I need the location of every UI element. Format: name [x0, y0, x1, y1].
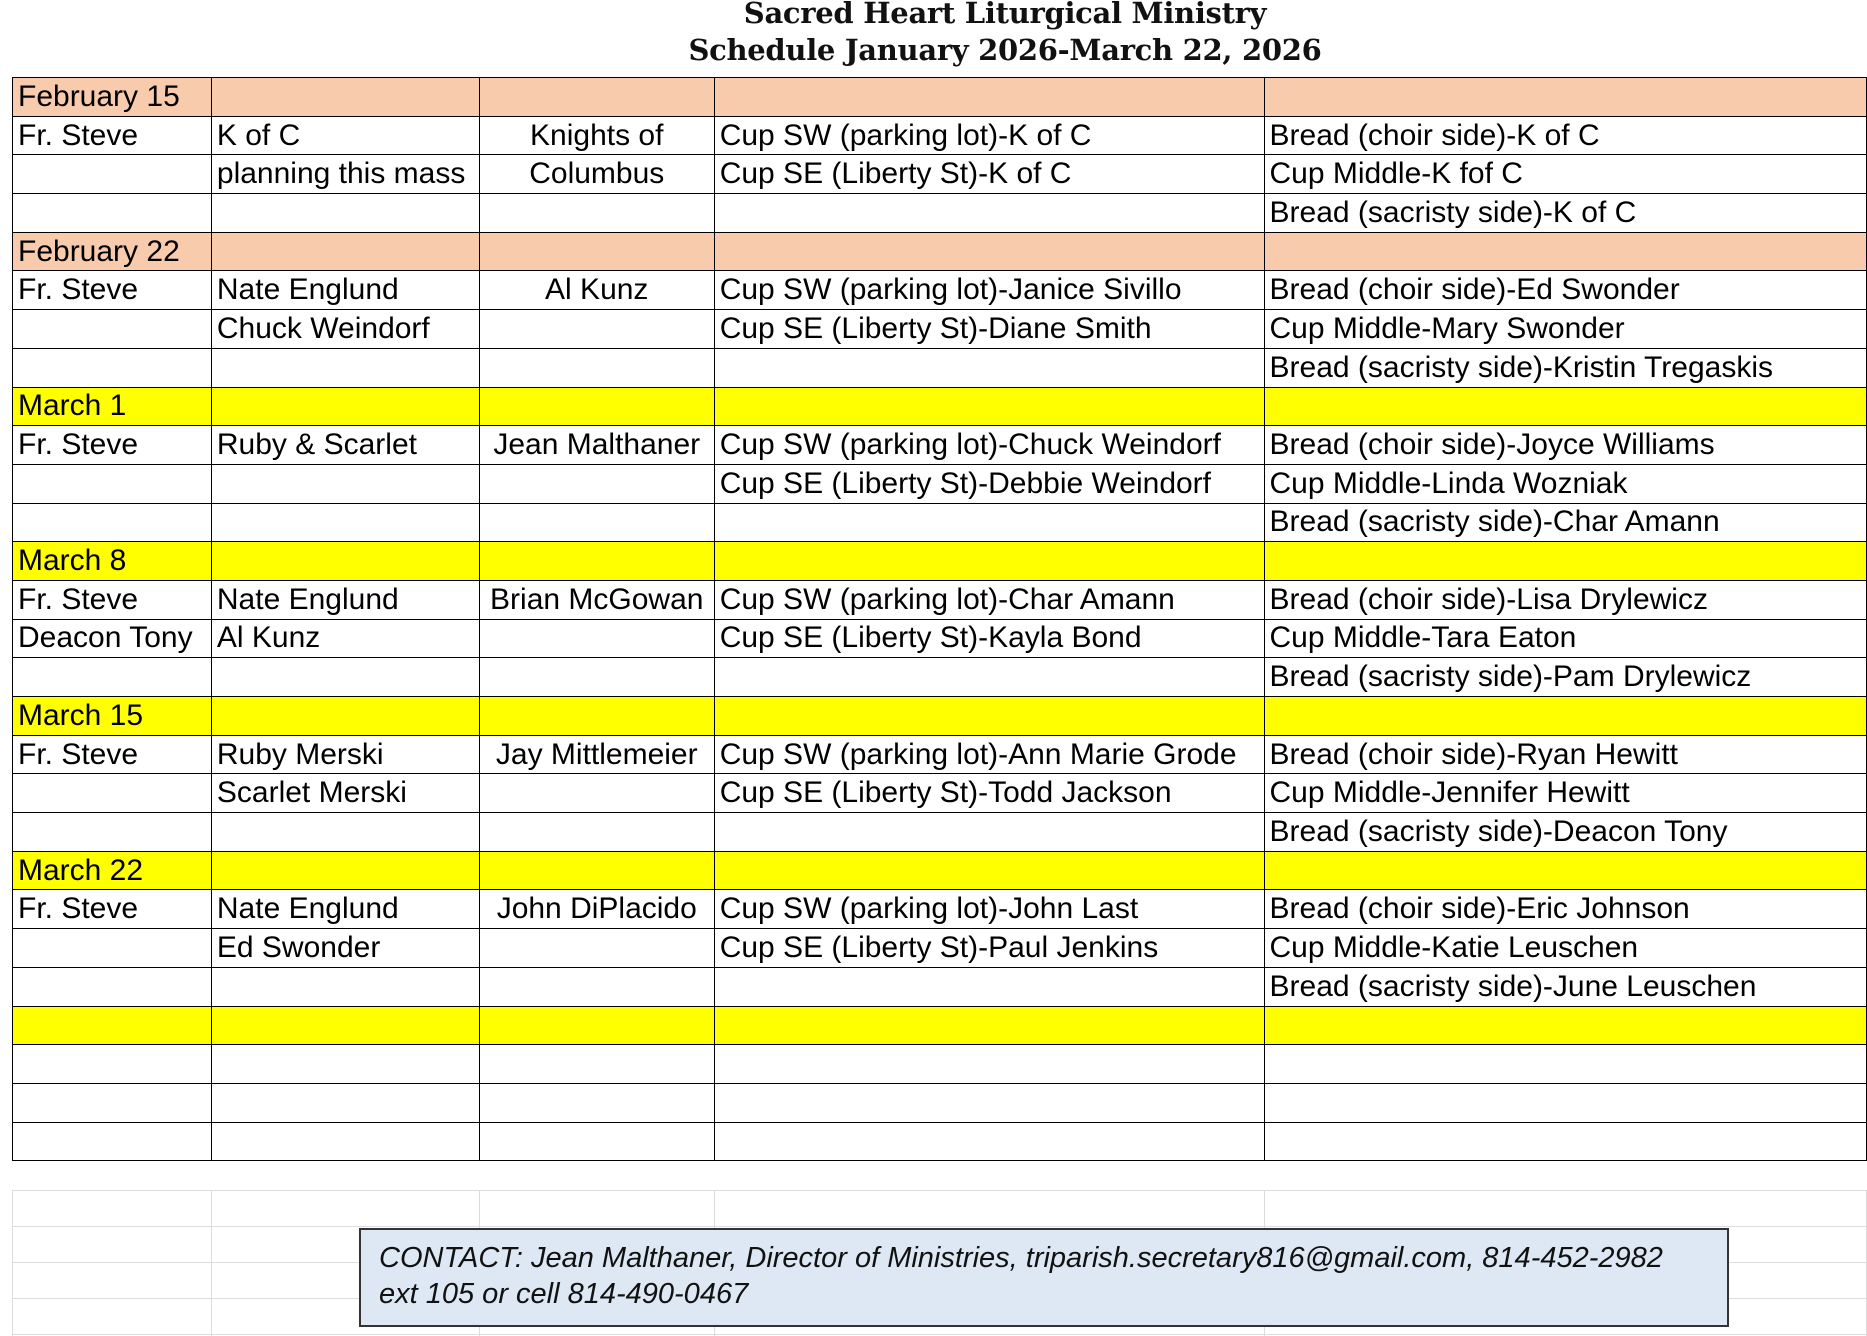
- header-cell: [714, 851, 1264, 890]
- table-row: [13, 348, 1867, 387]
- table-cell: [13, 774, 212, 813]
- date-header-row: [13, 1006, 1867, 1045]
- table-cell: Fr. Steve: [13, 426, 212, 465]
- table-cell: [211, 658, 479, 697]
- table-cell: [1264, 1083, 1866, 1122]
- table-cell: [479, 310, 714, 349]
- table-cell: [13, 194, 212, 233]
- table-row: [13, 774, 1867, 813]
- header-cell: [479, 697, 714, 736]
- table-cell: [479, 619, 714, 658]
- table-cell: Bread (choir side)-Ed Swonder: [1264, 271, 1866, 310]
- table-cell: Bread (choir side)-Ryan Hewitt: [1264, 735, 1866, 774]
- table-cell: Fr. Steve: [13, 580, 212, 619]
- date-label: March 8: [13, 542, 212, 581]
- table-cell: [479, 464, 714, 503]
- table-cell: [211, 1045, 479, 1084]
- table-cell: Bread (choir side)-Joyce Williams: [1264, 426, 1866, 465]
- date-label: February 15: [13, 78, 212, 117]
- table-row: [13, 194, 1867, 233]
- table-cell: John DiPlacido: [479, 890, 714, 929]
- header-cell: [211, 387, 479, 426]
- header-cell: [1264, 851, 1866, 890]
- table-cell: [714, 813, 1264, 852]
- table-cell: Nate Englund: [211, 890, 479, 929]
- table-cell: Bread (sacristy side)-June Leuschen: [1264, 967, 1866, 1006]
- table-cell: Bread (sacristy side)-Char Amann: [1264, 503, 1866, 542]
- table-cell: [714, 658, 1264, 697]
- table-row: [13, 155, 1867, 194]
- table-cell: [479, 813, 714, 852]
- table-row: [13, 426, 1867, 465]
- table-cell: Bread (sacristy side)-Deacon Tony: [1264, 813, 1866, 852]
- header-cell: [479, 542, 714, 581]
- table-cell: [13, 1122, 212, 1161]
- table-cell: [13, 1045, 212, 1084]
- date-label: March 1: [13, 387, 212, 426]
- table-row: [13, 116, 1867, 155]
- table-cell: Cup SE (Liberty St)-Kayla Bond: [714, 619, 1264, 658]
- table-row: [13, 735, 1867, 774]
- date-label: [13, 1006, 212, 1045]
- header-cell: [1264, 78, 1866, 117]
- date-header-row: [13, 78, 1867, 117]
- header-cell: [1264, 1006, 1866, 1045]
- table-cell: [13, 1083, 212, 1122]
- table-cell: planning this mass: [211, 155, 479, 194]
- table-cell: Jean Malthaner: [479, 426, 714, 465]
- date-header-row: [13, 542, 1867, 581]
- header-cell: [479, 1006, 714, 1045]
- table-row: [13, 967, 1867, 1006]
- table-cell: [211, 194, 479, 233]
- header-cell: [479, 387, 714, 426]
- header-cell: [1264, 542, 1866, 581]
- date-label: February 22: [13, 232, 212, 271]
- header-cell: [1264, 387, 1866, 426]
- table-cell: [211, 1083, 479, 1122]
- table-cell: Scarlet Merski: [211, 774, 479, 813]
- header-cell: [714, 387, 1264, 426]
- table-cell: [13, 503, 212, 542]
- schedule-table: [12, 77, 1867, 1161]
- table-cell: [479, 774, 714, 813]
- table-cell: [13, 813, 212, 852]
- table-cell: [1264, 1122, 1866, 1161]
- header-cell: [1264, 232, 1866, 271]
- header-cell: [479, 851, 714, 890]
- table-cell: Cup SW (parking lot)-Chuck Weindorf: [714, 426, 1264, 465]
- header-cell: [714, 78, 1264, 117]
- table-row: [13, 890, 1867, 929]
- table-row: [13, 271, 1867, 310]
- table-row: [13, 658, 1867, 697]
- table-cell: [211, 967, 479, 1006]
- table-cell: [479, 348, 714, 387]
- table-row: [13, 813, 1867, 852]
- table-cell: Cup SW (parking lot)-John Last: [714, 890, 1264, 929]
- header-cell: [211, 542, 479, 581]
- table-cell: Ruby & Scarlet: [211, 426, 479, 465]
- header-cell: [714, 232, 1264, 271]
- table-cell: [211, 813, 479, 852]
- table-row: [13, 1083, 1867, 1122]
- table-cell: [211, 464, 479, 503]
- table-cell: Cup SW (parking lot)-K of C: [714, 116, 1264, 155]
- table-cell: [479, 194, 714, 233]
- table-cell: Columbus: [479, 155, 714, 194]
- table-cell: [13, 658, 212, 697]
- table-cell: Cup SE (Liberty St)-Diane Smith: [714, 310, 1264, 349]
- table-cell: [211, 348, 479, 387]
- table-cell: Deacon Tony: [13, 619, 212, 658]
- table-cell: [714, 1083, 1264, 1122]
- table-cell: [13, 310, 212, 349]
- table-cell: [211, 503, 479, 542]
- header-cell: [211, 232, 479, 271]
- table-cell: [479, 1045, 714, 1084]
- table-cell: [13, 929, 212, 968]
- contact-box: CONTACT: Jean Malthaner, Director of Ministries, triparish.secretary816@gmail.com, 814-452-2982 ext 105 or cell 814-490-0467: [359, 1228, 1729, 1327]
- table-cell: Bread (choir side)-K of C: [1264, 116, 1866, 155]
- table-cell: Cup Middle-Jennifer Hewitt: [1264, 774, 1866, 813]
- table-cell: [714, 503, 1264, 542]
- table-cell: Bread (choir side)-Eric Johnson: [1264, 890, 1866, 929]
- table-cell: Jay Mittlemeier: [479, 735, 714, 774]
- table-cell: [13, 464, 212, 503]
- table-cell: [714, 194, 1264, 233]
- table-cell: Bread (sacristy side)-K of C: [1264, 194, 1866, 233]
- table-row: [13, 310, 1867, 349]
- table-cell: Bread (choir side)-Lisa Drylewicz: [1264, 580, 1866, 619]
- date-label: March 15: [13, 697, 212, 736]
- table-cell: Chuck Weindorf: [211, 310, 479, 349]
- table-cell: Cup SW (parking lot)-Char Amann: [714, 580, 1264, 619]
- page-subtitle: Schedule January 2026-March 22, 2026: [688, 33, 1322, 67]
- table-cell: Cup SE (Liberty St)-Paul Jenkins: [714, 929, 1264, 968]
- header-cell: [714, 542, 1264, 581]
- table-cell: Cup Middle-Katie Leuschen: [1264, 929, 1866, 968]
- table-row: [13, 619, 1867, 658]
- table-cell: Knights of: [479, 116, 714, 155]
- table-cell: [13, 348, 212, 387]
- header-cell: [211, 78, 479, 117]
- table-row: [13, 1122, 1867, 1161]
- table-cell: [714, 967, 1264, 1006]
- table-cell: Cup SE (Liberty St)-Debbie Weindorf: [714, 464, 1264, 503]
- table-cell: Nate Englund: [211, 580, 479, 619]
- table-row: [13, 1045, 1867, 1084]
- table-cell: Fr. Steve: [13, 890, 212, 929]
- date-header-row: [13, 232, 1867, 271]
- header-cell: [1264, 697, 1866, 736]
- date-header-row: [13, 387, 1867, 426]
- date-label: March 22: [13, 851, 212, 890]
- table-cell: Bread (sacristy side)-Kristin Tregaskis: [1264, 348, 1866, 387]
- table-cell: Cup SW (parking lot)-Ann Marie Grode: [714, 735, 1264, 774]
- table-cell: [479, 929, 714, 968]
- table-cell: Brian McGowan: [479, 580, 714, 619]
- table-cell: Ruby Merski: [211, 735, 479, 774]
- table-cell: [714, 348, 1264, 387]
- date-header-row: [13, 697, 1867, 736]
- table-cell: [714, 1122, 1264, 1161]
- table-cell: Cup SE (Liberty St)-K of C: [714, 155, 1264, 194]
- header-cell: [714, 697, 1264, 736]
- header-cell: [211, 1006, 479, 1045]
- table-cell: Fr. Steve: [13, 271, 212, 310]
- table-cell: [479, 1122, 714, 1161]
- table-row: [13, 464, 1867, 503]
- table-cell: [479, 503, 714, 542]
- header-cell: [479, 232, 714, 271]
- table-cell: [1264, 1045, 1866, 1084]
- table-cell: Cup Middle-K fof C: [1264, 155, 1866, 194]
- table-cell: Ed Swonder: [211, 929, 479, 968]
- table-row: [13, 929, 1867, 968]
- table-cell: Cup Middle-Mary Swonder: [1264, 310, 1866, 349]
- header-cell: [479, 78, 714, 117]
- table-cell: [479, 1083, 714, 1122]
- table-cell: [211, 1122, 479, 1161]
- table-cell: Cup Middle-Tara Eaton: [1264, 619, 1866, 658]
- header-cell: [714, 1006, 1264, 1045]
- table-cell: [714, 1045, 1264, 1084]
- table-cell: K of C: [211, 116, 479, 155]
- table-cell: Cup Middle-Linda Wozniak: [1264, 464, 1866, 503]
- table-cell: Nate Englund: [211, 271, 479, 310]
- table-cell: Cup SW (parking lot)-Janice Sivillo: [714, 271, 1264, 310]
- table-cell: Al Kunz: [211, 619, 479, 658]
- table-cell: [13, 155, 212, 194]
- page-title: Sacred Heart Liturgical Ministry: [743, 0, 1267, 30]
- header-cell: [211, 697, 479, 736]
- table-row: [13, 503, 1867, 542]
- table-cell: Al Kunz: [479, 271, 714, 310]
- table-cell: Fr. Steve: [13, 735, 212, 774]
- date-header-row: [13, 851, 1867, 890]
- table-cell: [13, 967, 212, 1006]
- table-cell: [479, 658, 714, 697]
- table-cell: Cup SE (Liberty St)-Todd Jackson: [714, 774, 1264, 813]
- header-cell: [211, 851, 479, 890]
- table-cell: [479, 967, 714, 1006]
- table-cell: Bread (sacristy side)-Pam Drylewicz: [1264, 658, 1866, 697]
- table-cell: Fr. Steve: [13, 116, 212, 155]
- table-row: [13, 580, 1867, 619]
